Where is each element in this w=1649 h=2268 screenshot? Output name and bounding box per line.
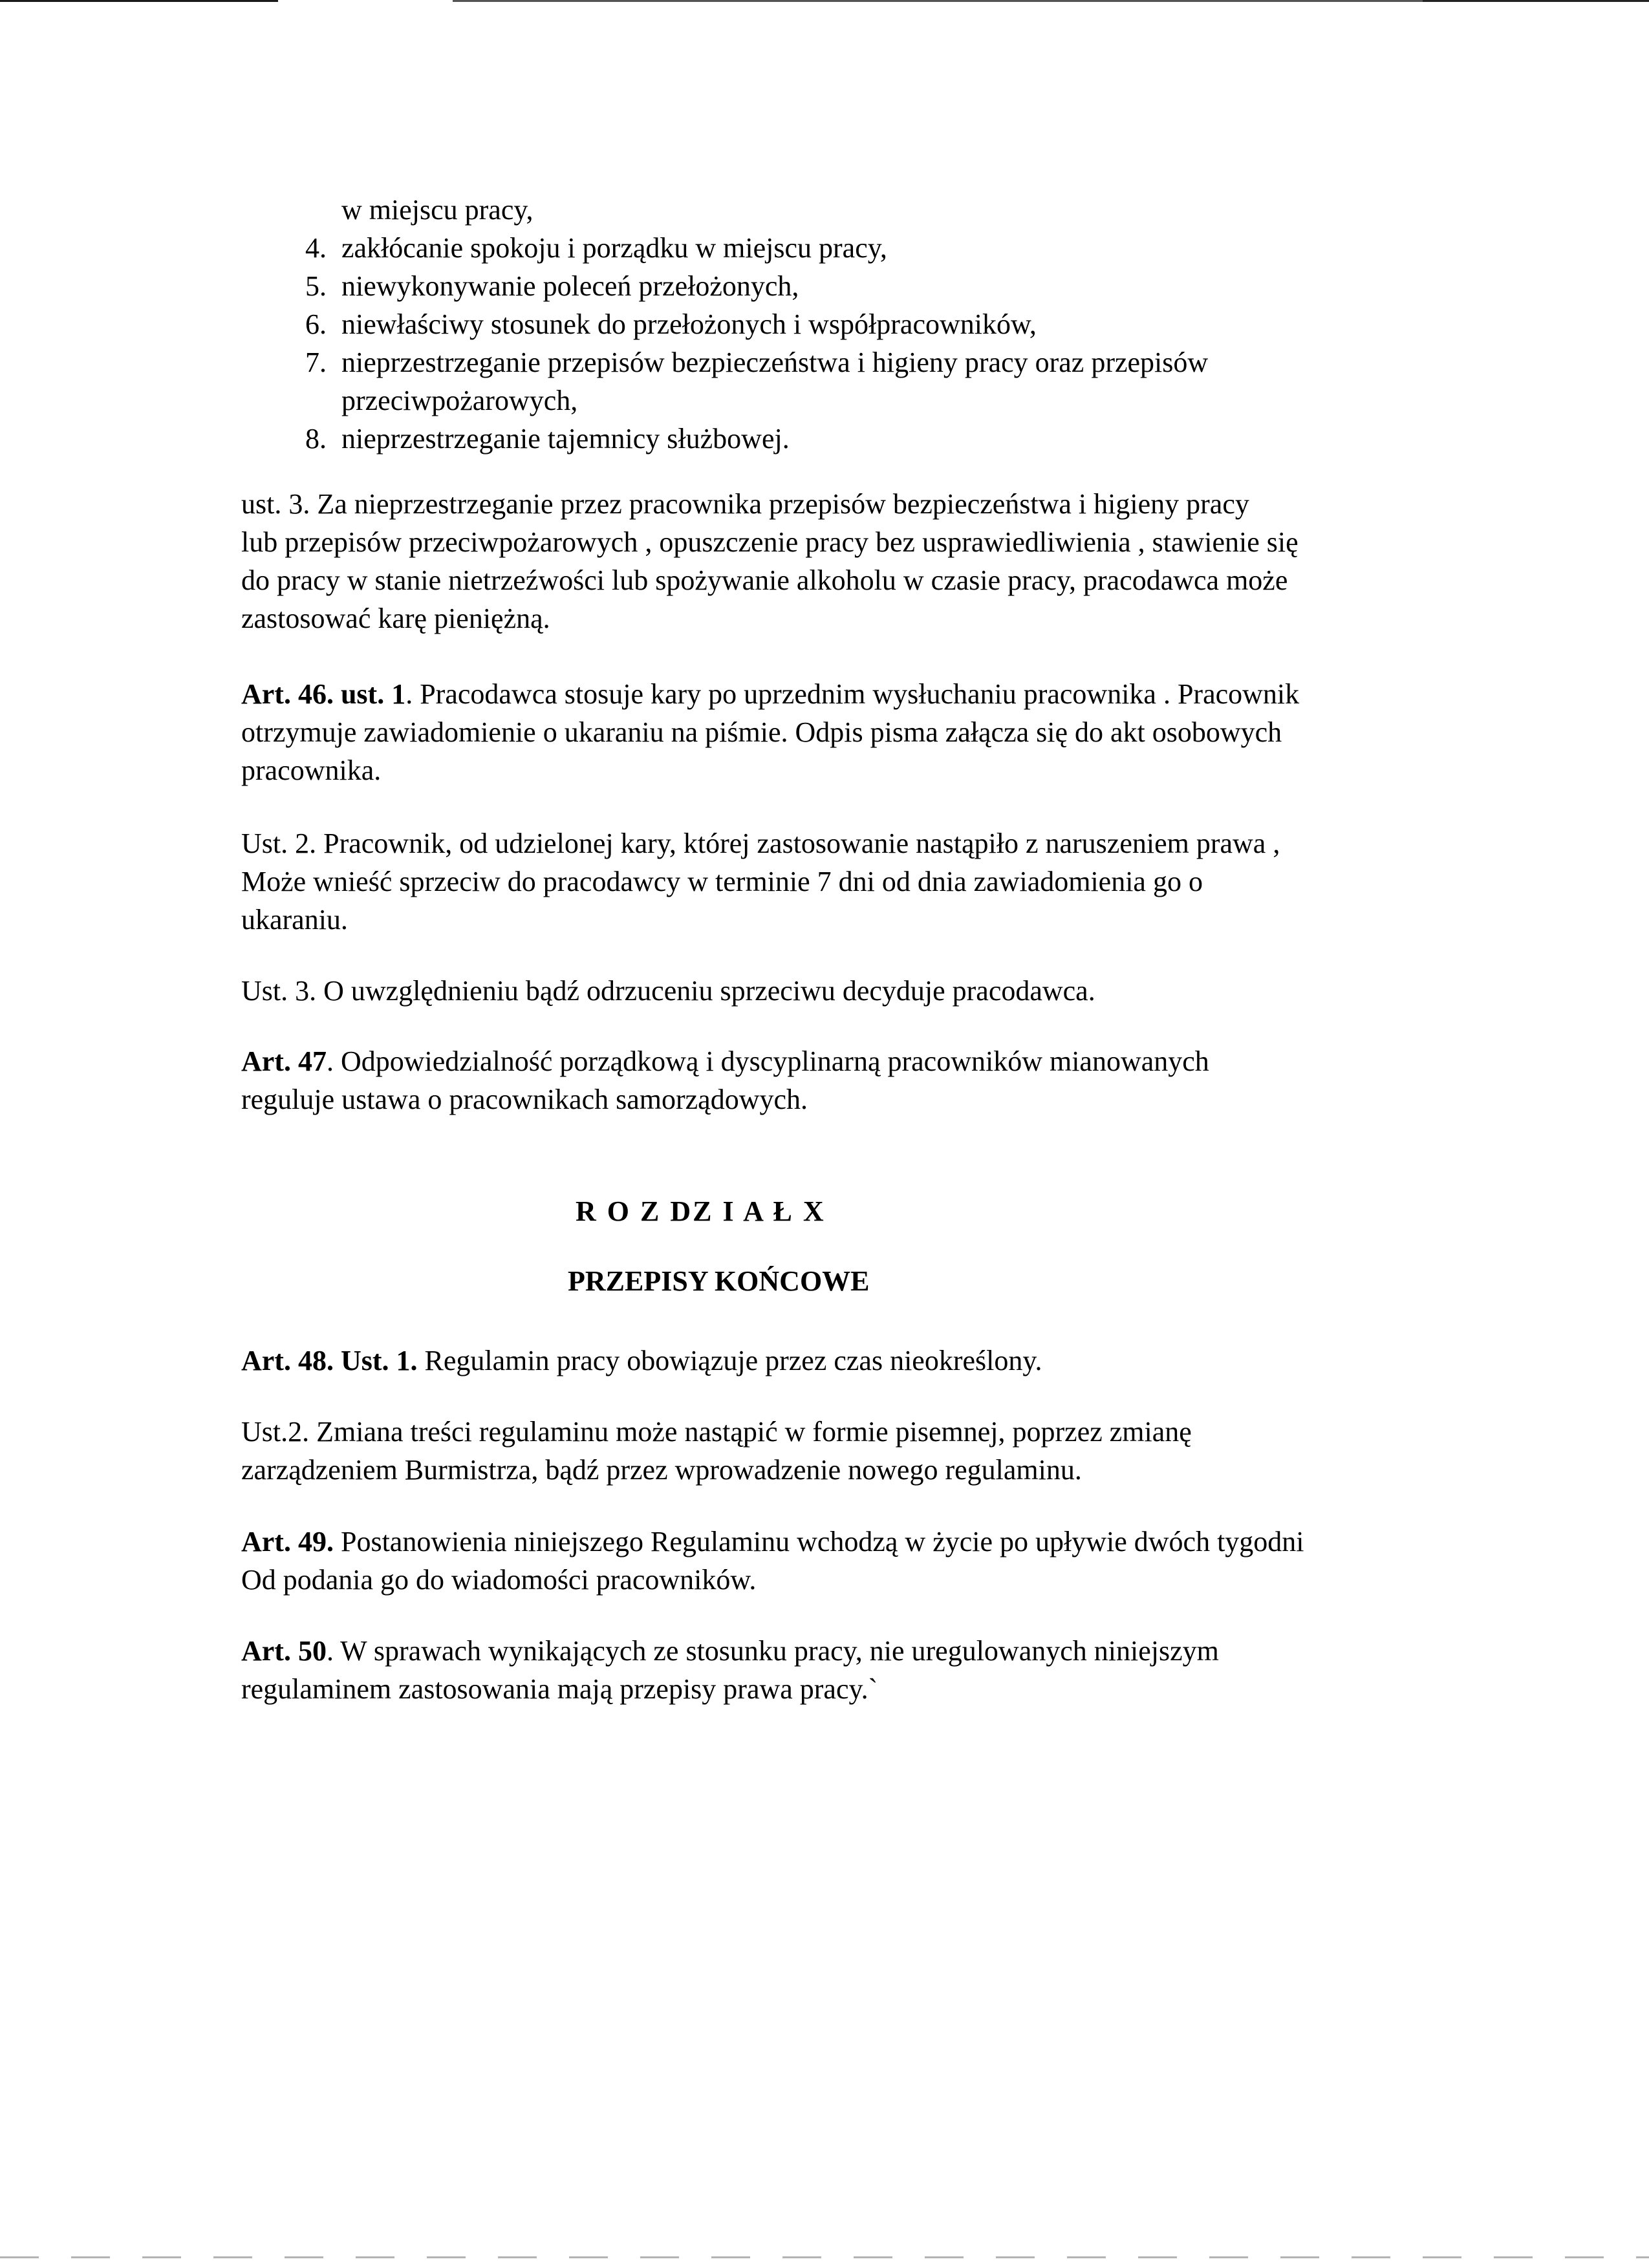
chapter-subtitle: PRZEPISY KOŃCOWE [568, 1265, 870, 1297]
list-item-text: niewłaściwy stosunek do przełożonych i współpracowników, [341, 308, 1037, 340]
article-label: Art. 47 [241, 1045, 327, 1077]
list-item-number: 4. [305, 232, 327, 264]
article-text: . Pracodawca stosuje kary po uprzednim wysłuchaniu pracownika . Pracownik [405, 678, 1300, 710]
chapter-title: R O Z DZ I A Ł X [576, 1195, 826, 1227]
list-item-continuation: przeciwpożarowych, [341, 385, 578, 416]
article-text: . Odpowiedzialność porządkową i dyscyplinarną pracowników mianowanych [326, 1045, 1209, 1077]
paragraph-line [241, 1042, 1209, 1080]
paragraph-line: Ust. 2. Pracownik, od udzielonej kary, której zastosowanie nastąpiło z naruszeniem prawa , [241, 828, 1280, 859]
article-46-ust3: Ust. 3. O uwzględnieniu bądź odrzuceniu sprzeciwu decyduje pracodawca. [241, 975, 1095, 1007]
article-text: Regulamin pracy obowiązuje przez czas nieokreślony. [417, 1345, 1042, 1376]
paragraph-line: ust. 3. Za nieprzestrzeganie przez pracownika przepisów bezpieczeństwa i higieny pracy [241, 488, 1249, 520]
list-item-number: 5. [305, 270, 327, 302]
paragraph-line: Ust.2. Zmiana treści regulaminu może nastąpić w formie pisemnej, poprzez zmianę [241, 1416, 1192, 1448]
paragraph-line: Może wnieść sprzeciw do pracodawcy w terminie 7 dni od dnia zawiadomienia go o [241, 866, 1203, 897]
paragraph-line: reguluje ustawa o pracownikach samorządowych. [241, 1084, 808, 1115]
list-item-text: nieprzestrzeganie tajemnicy służbowej. [341, 423, 790, 455]
paragraph-line: do pracy w stanie nietrzeźwości lub spożywanie alkoholu w czasie pracy, pracodawca może [241, 564, 1288, 596]
article-text: Postanowienia niniejszego Regulaminu wchodzą w życie po upływie dwóch tygodni [333, 1526, 1304, 1557]
list-item-text: nieprzestrzeganie przepisów bezpieczeństwa i higieny pracy oraz przepisów [341, 347, 1209, 378]
paragraph-line: regulaminem zastosowania mają przepisy prawa pracy.` [241, 1673, 878, 1705]
paragraph-line: Od podania go do wiadomości pracowników. [241, 1564, 757, 1596]
paragraph-line [241, 1632, 1219, 1670]
paragraph-line: lub przepisów przeciwpożarowych , opuszczenie pracy bez usprawiedliwienia , stawienie się [241, 526, 1299, 558]
list-item-text: niewykonywanie poleceń przełożonych, [341, 270, 799, 302]
scan-edge-top [0, 0, 1649, 2]
paragraph-line: zastosować karę pieniężną. [241, 603, 550, 634]
article-label: Art. 49. [241, 1526, 334, 1557]
paragraph-line: pracownika. [241, 754, 382, 786]
paragraph-line: otrzymuje zawiadomienie o ukaraniu na piśmie. Odpis pisma załącza się do akt osobowych [241, 716, 1282, 748]
article-label: Art. 48. Ust. 1. [241, 1345, 418, 1376]
paragraph-line: zarządzeniem Burmistrza, bądź przez wprowadzenie nowego regulaminu. [241, 1454, 1082, 1486]
list-item-number: 6. [305, 308, 327, 340]
scan-edge-bottom [0, 2256, 1649, 2258]
paragraph-line [241, 1523, 1304, 1561]
list-item-number: 7. [305, 347, 327, 378]
list-lead-line: w miejscu pracy, [341, 194, 534, 226]
paragraph-line [241, 675, 1299, 713]
list-item-number: 8. [305, 423, 327, 455]
article-label: Art. 50 [241, 1635, 327, 1667]
article-48 [241, 1342, 1042, 1380]
list-item-text: zakłócanie spokoju i porządku w miejscu pracy, [341, 232, 887, 264]
paragraph-line: ukaraniu. [241, 904, 348, 936]
article-label: Art. 46. ust. 1 [241, 678, 406, 710]
article-text: . W sprawach wynikających ze stosunku pracy, nie uregulowanych niniejszym [326, 1635, 1219, 1667]
